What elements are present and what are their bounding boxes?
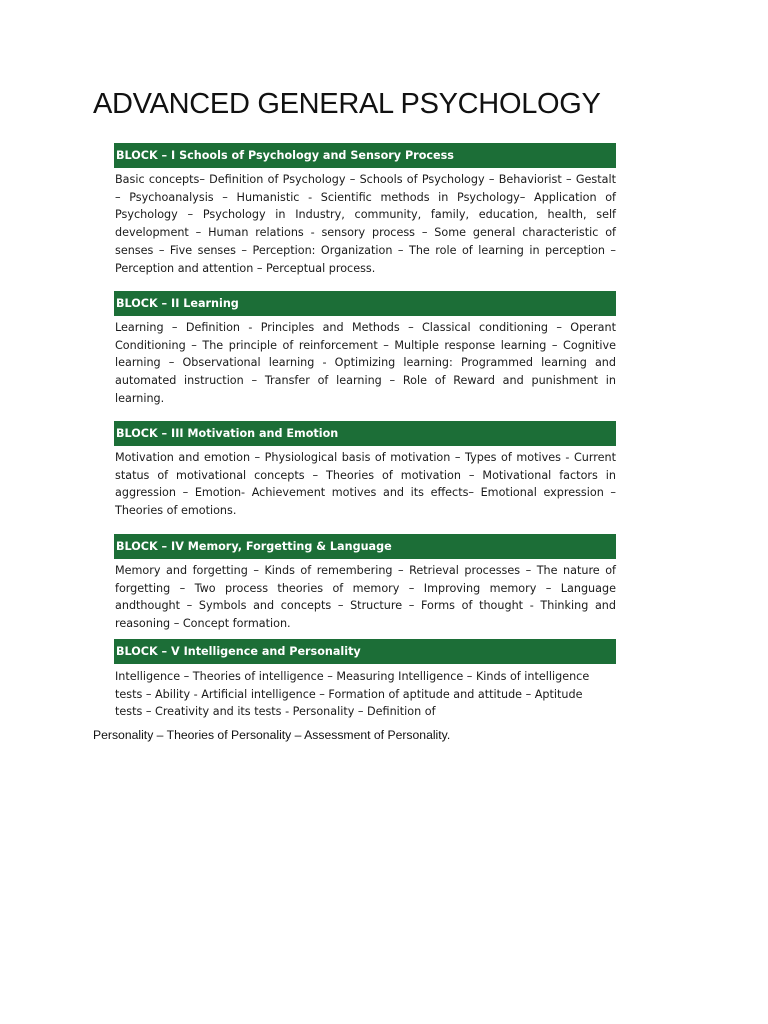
block-5-body: Intelligence – Theories of intelligence – Measuring Intelligence – Kinds of intelligence tests – Ability - Artificial intelligence – Formation of aptitude and attitude – Aptitude tests – Creativity and its tests - Personality – Definition of: [115, 670, 590, 719]
block-5-header: BLOCK – V Intelligence and Personality: [114, 639, 616, 664]
block-4-header: BLOCK – IV Memory, Forgetting & Language: [114, 534, 616, 559]
block-2-header: BLOCK – II Learning: [114, 291, 616, 316]
block-4-body: Memory and forgetting – Kinds of remembering – Retrieval processes – The nature of forgetting – Two process theories of memory – Improving memory – Language andthought – Symbols and concepts – Structure – Forms of thought - Thinking and reasoning – Concept formation.: [115, 564, 616, 631]
block-3-header: BLOCK – III Motivation and Emotion: [114, 421, 616, 446]
block-5-continuation: Personality – Theories of Personality – Assessment of Personality.: [93, 728, 451, 742]
block-2-body: Learning – Definition - Principles and Methods – Classical conditioning – Operant Conditioning – The principle of reinforcement – Multiple response learning – Cognitive learning – Observational learning - Optimizing learning: Programmed learning and automated instruction – Transfer of learning – Role of Reward and punishment in learning.: [115, 321, 616, 405]
block-1-header: BLOCK – I Schools of Psychology and Sensory Process: [114, 143, 616, 168]
page-title: ADVANCED GENERAL PSYCHOLOGY: [93, 88, 601, 120]
block-1-body: Basic concepts– Definition of Psychology – Schools of Psychology – Behaviorist – Gestalt – Psychoanalysis – Humanistic - Scientific methods in Psychology– Application of Psychology – Psychology in Industry, community, family, education, health, self development – Human relations - sensory process – Some general characteristic of senses – Five senses – Perception: Organization – The role of learning in perception – Perception and attention – Perceptual process.: [115, 173, 616, 275]
block-3-body: Motivation and emotion – Physiological basis of motivation – Types of motives - Current status of motivational concepts – Theories of motivation – Motivational factors in aggression – Emotion- Achievement motives and its effects– Emotional expression – Theories of emotions.: [115, 451, 616, 518]
